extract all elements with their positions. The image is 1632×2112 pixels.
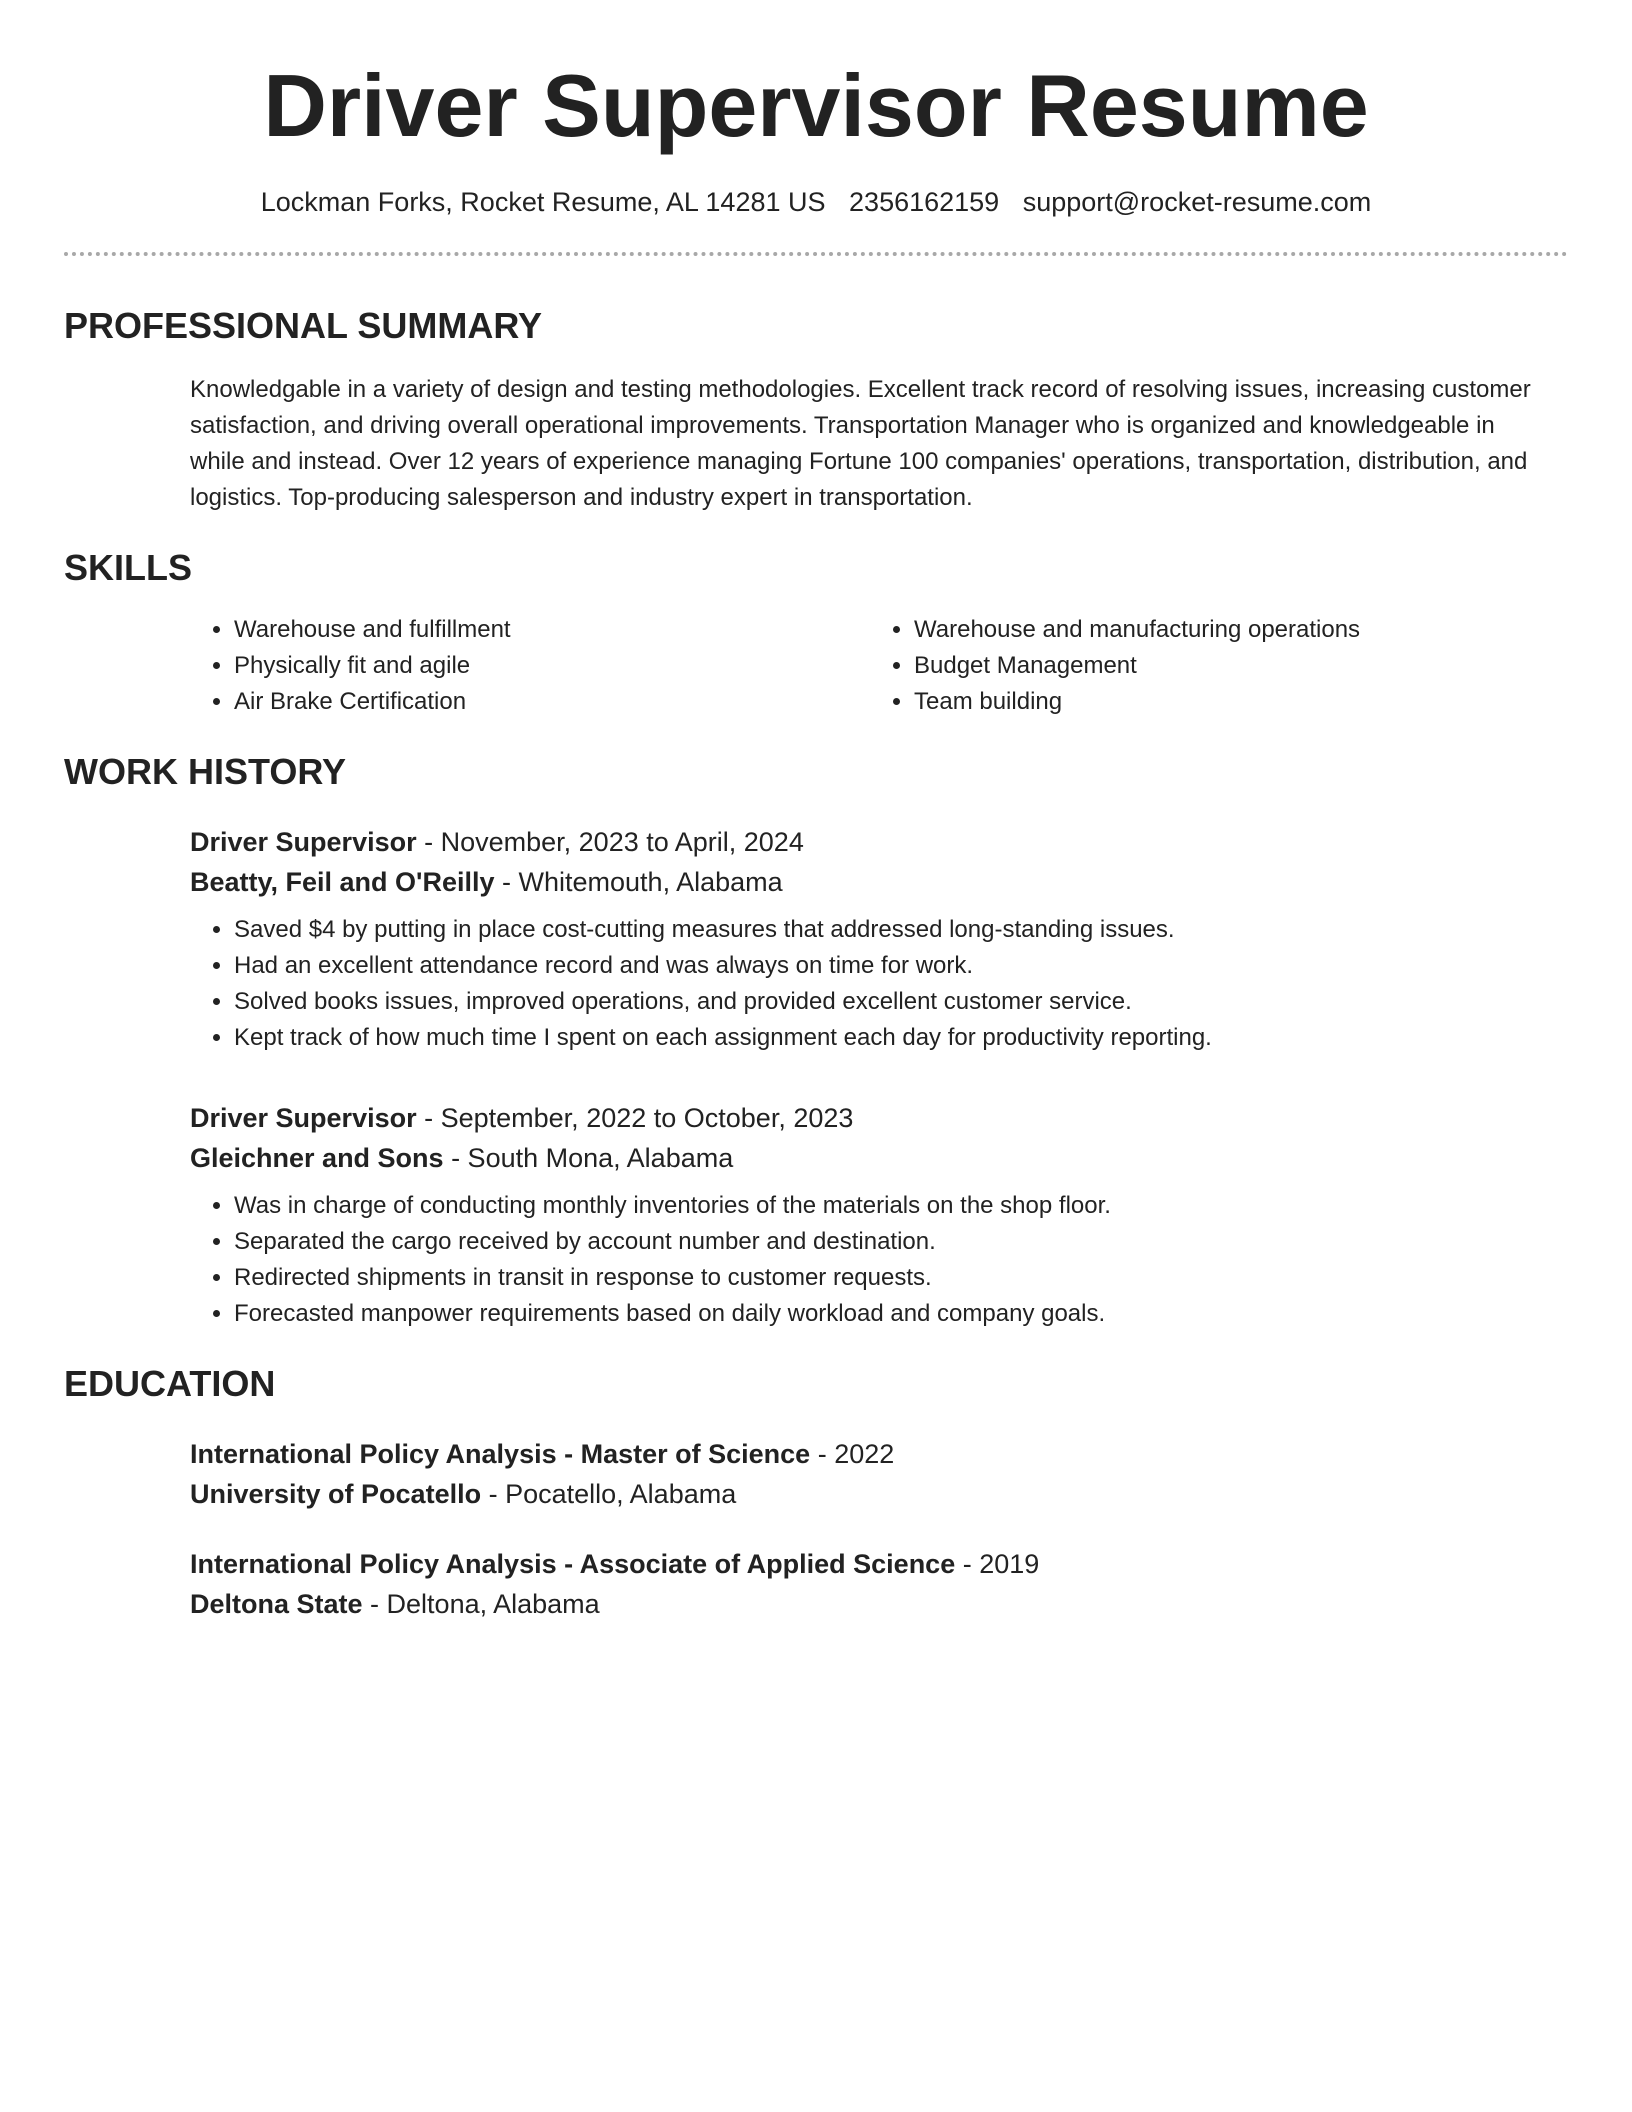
job-title-line — [190, 822, 1568, 862]
job-entry — [190, 1098, 1568, 1332]
contact-phone: 2356162159 — [849, 187, 1000, 217]
job-title-line — [190, 1098, 1568, 1138]
skills-heading: SKILLS — [64, 547, 193, 588]
degree-line — [190, 1434, 1568, 1474]
skill-item: • Air Brake Certification — [234, 684, 870, 720]
job-bullets — [190, 1188, 1568, 1332]
summary-heading: PROFESSIONAL SUMMARY — [64, 305, 543, 346]
skill-item: • Budget Management — [914, 648, 1550, 684]
school-line — [190, 1584, 1568, 1624]
skills-list — [190, 612, 1568, 720]
page-title: Driver Supervisor Resume — [263, 56, 1369, 155]
degree: International Policy Analysis - Associate of Applied Science — [190, 1549, 956, 1579]
contact-line — [64, 184, 1568, 220]
job-bullets — [190, 912, 1568, 1056]
job-company: Gleichner and Sons — [190, 1143, 444, 1173]
job-bullet: • Was in charge of conducting monthly inventories of the materials on the shop floor. — [234, 1188, 1568, 1224]
job-title: Driver Supervisor — [190, 827, 417, 857]
skill-item: • Team building — [914, 684, 1550, 720]
skills-column-left — [190, 612, 870, 720]
degree-year: - 2022 — [810, 1439, 895, 1469]
contact-email: support@rocket-resume.com — [1022, 187, 1372, 217]
education-heading: EDUCATION — [64, 1363, 276, 1404]
school-location: - Pocatello, Alabama — [481, 1479, 737, 1509]
job-bullet: • Forecasted manpower requirements based on daily workload and company goals. — [234, 1296, 1568, 1332]
skill-item: • Warehouse and manufacturing operations — [914, 612, 1550, 648]
job-location: - Whitemouth, Alabama — [494, 867, 783, 897]
job-entry — [190, 822, 1568, 1056]
job-bullet: • Solved books issues, improved operations, and provided excellent customer service. — [234, 984, 1568, 1020]
summary-text: Knowledgable in a variety of design and testing methodologies. Excellent track record of resolving issues, increasing customer satisfaction, and driving overall operational improvements. Transportation Manager who is organized and knowledgeable in while and instead. Over 12 years of experience managing Fortune 100 companies' operations, transportation, distribution, and logistics. Top-producing salesperson and industry expert in transportation. — [190, 376, 1531, 511]
school: Deltona State — [190, 1589, 363, 1619]
job-dates: - September, 2022 to October, 2023 — [416, 1103, 854, 1133]
contact-address: Lockman Forks, Rocket Resume, AL 14281 US — [260, 187, 826, 217]
job-location: - South Mona, Alabama — [443, 1143, 734, 1173]
job-bullet: • Saved $4 by putting in place cost-cutting measures that addressed long-standing issues. — [234, 912, 1568, 948]
job-company: Beatty, Feil and O'Reilly — [190, 867, 495, 897]
degree-year: - 2019 — [955, 1549, 1040, 1579]
degree-line — [190, 1544, 1568, 1584]
job-bullet: • Had an excellent attendance record and was always on time for work. — [234, 948, 1568, 984]
job-company-line — [190, 1138, 1568, 1178]
school-location: - Deltona, Alabama — [362, 1589, 600, 1619]
degree: International Policy Analysis - Master of Science — [190, 1439, 811, 1469]
job-bullet: • Kept track of how much time I spent on each assignment each day for productivity reporting. — [234, 1020, 1568, 1056]
job-title: Driver Supervisor — [190, 1103, 417, 1133]
job-dates: - November, 2023 to April, 2024 — [416, 827, 804, 857]
education-entry — [190, 1434, 1568, 1514]
skill-item: • Physically fit and agile — [234, 648, 870, 684]
skills-column-right — [870, 612, 1550, 720]
school: University of Pocatello — [190, 1479, 482, 1509]
school-line — [190, 1474, 1568, 1514]
job-bullet: • Separated the cargo received by account number and destination. — [234, 1224, 1568, 1260]
job-bullet: • Redirected shipments in transit in response to customer requests. — [234, 1260, 1568, 1296]
header-divider — [64, 252, 1568, 256]
work-history-heading: WORK HISTORY — [64, 751, 347, 792]
skill-item: • Warehouse and fulfillment — [234, 612, 870, 648]
education-entry — [190, 1544, 1568, 1624]
job-company-line — [190, 862, 1568, 902]
